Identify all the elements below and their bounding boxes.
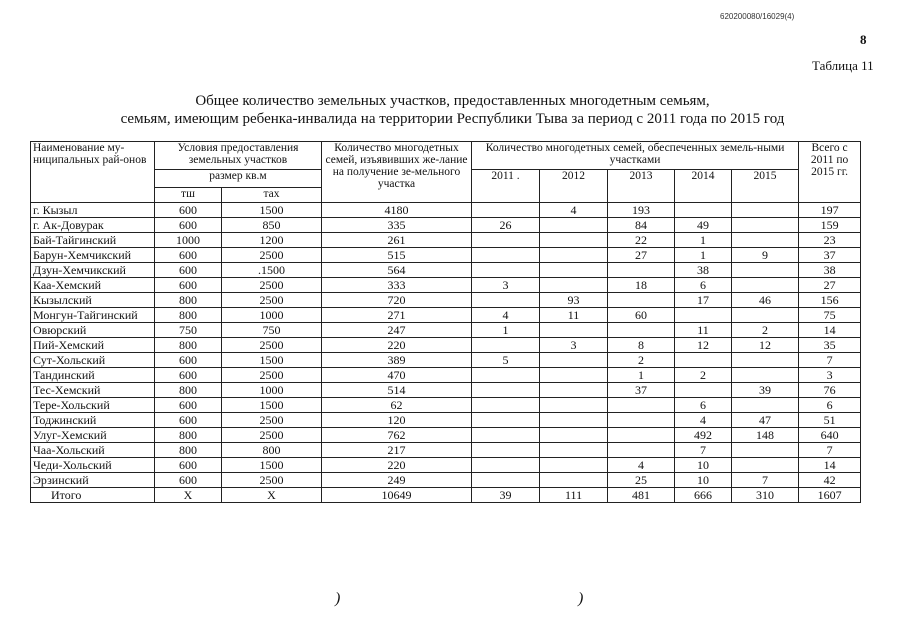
table-cell: 17 [675,293,732,308]
district-name-cell: г. Кызыл [31,203,155,218]
table-cell: 1500 [222,398,322,413]
district-name-cell: Каа-Хемский [31,278,155,293]
table-cell: 1500 [222,458,322,473]
table-cell [540,473,608,488]
district-name-cell: г. Ак-Довурак [31,218,155,233]
header-tah: тах [222,188,322,203]
table-cell [732,233,799,248]
district-name-cell: Тоджинский [31,413,155,428]
table-cell [608,323,675,338]
table-cell: 10 [675,458,732,473]
table-cell: 42 [799,473,861,488]
table-cell: 4180 [322,203,472,218]
table-row [31,323,861,338]
table-cell [732,353,799,368]
table-cell: 10649 [322,488,472,503]
table-cell: 600 [155,218,222,233]
district-name-cell: Барун-Хемчикский [31,248,155,263]
table-cell: 5 [472,353,540,368]
table-row [31,263,861,278]
table-cell [540,233,608,248]
table-cell: 1607 [799,488,861,503]
table-cell [540,458,608,473]
header-total: Всего с 2011 по 2015 гг. [799,142,861,203]
table-cell: 4 [540,203,608,218]
district-name-cell: Монгун-Тайгинский [31,308,155,323]
table-cell [732,308,799,323]
table-cell: 84 [608,218,675,233]
table-cell: 666 [675,488,732,503]
table-row [31,398,861,413]
table-cell: 8 [608,338,675,353]
table-row [31,353,861,368]
header-2013: 2013 [608,170,675,203]
table-cell: 1200 [222,233,322,248]
table-cell: 2500 [222,248,322,263]
table-cell: 720 [322,293,472,308]
table-cell: 197 [799,203,861,218]
table-cell: 800 [222,443,322,458]
table-cell [472,233,540,248]
table-cell [540,323,608,338]
table-cell [608,398,675,413]
scan-mark: ) [578,590,584,607]
table-cell [472,263,540,278]
table-cell: 1500 [222,353,322,368]
table-cell [540,218,608,233]
table-cell: 120 [322,413,472,428]
table-cell [540,428,608,443]
table-cell [472,413,540,428]
table-cell: 46 [732,293,799,308]
table-cell: 1 [472,323,540,338]
document-id: 620200080/16029(4) [720,12,795,21]
title-line-1: Общее количество земельных участков, предоставленных многодетным семьям, [195,93,710,109]
table-cell: 800 [155,293,222,308]
district-name-cell: Улуг-Хемский [31,428,155,443]
table-cell [540,413,608,428]
table-cell: 800 [155,338,222,353]
table-cell: 25 [608,473,675,488]
table-cell [540,248,608,263]
header-name: Наименование му-ниципальных рай-онов [31,142,155,203]
header-provided: Количество многодетных семей, обеспеченных земель-ными участками [472,142,799,170]
district-name-cell: Итого [31,488,155,503]
district-name-cell: Кызылский [31,293,155,308]
table-cell: 515 [322,248,472,263]
table-cell: 10 [675,473,732,488]
table-cell: 93 [540,293,608,308]
table-cell: 600 [155,203,222,218]
table-cell: 6 [675,398,732,413]
district-name-cell: Тере-Хольский [31,398,155,413]
table-cell: 2500 [222,428,322,443]
table-cell: 156 [799,293,861,308]
table-row [31,233,861,248]
table-cell: 2500 [222,278,322,293]
table-cell [540,263,608,278]
header-applied: Количество многодетных семей, изъявивших же-лание на получение зе-мельного участка [322,142,472,203]
table-cell: 2500 [222,368,322,383]
table-cell [472,428,540,443]
table-cell: X [155,488,222,503]
table-cell [540,383,608,398]
table-cell: 333 [322,278,472,293]
table-row [31,218,861,233]
table-cell: 271 [322,308,472,323]
table-cell: 800 [155,383,222,398]
table-cell: 60 [608,308,675,323]
table-cell: 18 [608,278,675,293]
table-cell: 14 [799,458,861,473]
table-cell: 27 [608,248,675,263]
table-cell: 492 [675,428,732,443]
table-cell [732,458,799,473]
table-cell: 9 [732,248,799,263]
table-cell: 481 [608,488,675,503]
header-2011: 2011 . [472,170,540,203]
table-cell: 6 [675,278,732,293]
table-cell: 7 [799,443,861,458]
table-cell [472,338,540,353]
header-conditions: Условия предоставления земельных участков [155,142,322,170]
table-cell: 26 [472,218,540,233]
table-cell: 2 [608,353,675,368]
district-name-cell: Сут-Хольский [31,353,155,368]
table-body [31,203,861,503]
district-name-cell: Тандинский [31,368,155,383]
table-cell: 2500 [222,338,322,353]
table-row [31,428,861,443]
table-cell: 11 [540,308,608,323]
district-name-cell: Эрзинский [31,473,155,488]
table-cell: 640 [799,428,861,443]
table-cell [540,353,608,368]
table-cell: 35 [799,338,861,353]
table-row [31,383,861,398]
table-cell: 600 [155,413,222,428]
table-cell [472,458,540,473]
table-cell [675,353,732,368]
title-line-2: семьям, имеющим ребенка-инвалида на территории Республики Тыва за период с 2011 года по 2015 год [120,111,785,127]
header-2014: 2014 [675,170,732,203]
table-cell [732,398,799,413]
table-cell: 600 [155,353,222,368]
table-cell [540,398,608,413]
table-cell [472,473,540,488]
table-row [31,248,861,263]
table-cell: 470 [322,368,472,383]
table-cell: 12 [675,338,732,353]
header-2012: 2012 [540,170,608,203]
table-cell: 2 [675,368,732,383]
table-cell [732,278,799,293]
table-cell: 3 [540,338,608,353]
table-cell: 3 [799,368,861,383]
table-cell [472,203,540,218]
table-cell: 2500 [222,293,322,308]
table-cell: 389 [322,353,472,368]
table-cell: 261 [322,233,472,248]
table-cell [732,218,799,233]
header-size: размер кв.м [155,170,322,188]
table-cell: 310 [732,488,799,503]
table-row [31,488,861,503]
table-cell: .1500 [222,263,322,278]
table-cell [472,443,540,458]
table-cell: 750 [222,323,322,338]
table-cell: 193 [608,203,675,218]
table-cell: 37 [799,248,861,263]
table-cell: X [222,488,322,503]
table-cell: 220 [322,458,472,473]
table-cell: 600 [155,278,222,293]
table-cell: 76 [799,383,861,398]
table-row [31,338,861,353]
table-cell [472,398,540,413]
table-cell: 49 [675,218,732,233]
table-cell: 600 [155,398,222,413]
table-cell: 11 [675,323,732,338]
table-cell [608,428,675,443]
district-name-cell: Пий-Хемский [31,338,155,353]
table-cell: 600 [155,248,222,263]
table-cell: 800 [155,308,222,323]
table-cell: 1 [675,248,732,263]
table-cell: 4 [675,413,732,428]
table-cell [608,413,675,428]
table-cell: 600 [155,458,222,473]
table-cell [540,368,608,383]
table-cell [732,203,799,218]
district-name-cell: Чеди-Хольский [31,458,155,473]
table-cell [540,278,608,293]
table-row [31,458,861,473]
table-cell: 4 [608,458,675,473]
table-cell [732,443,799,458]
table-cell [472,248,540,263]
table-title [0,92,905,128]
page-number: 8 [860,32,867,47]
table-cell: 335 [322,218,472,233]
table-cell: 37 [608,383,675,398]
table-cell: 762 [322,428,472,443]
table-cell [472,383,540,398]
table-cell [472,368,540,383]
land-plots-table [30,141,861,503]
table-cell: 247 [322,323,472,338]
table-cell [472,293,540,308]
district-name-cell: Тес-Хемский [31,383,155,398]
table-row [31,308,861,323]
table-cell: 7 [732,473,799,488]
table-cell: 27 [799,278,861,293]
table-cell: 14 [799,323,861,338]
table-cell: 600 [155,368,222,383]
table-cell: 600 [155,263,222,278]
table-row [31,443,861,458]
table-cell: 1000 [222,308,322,323]
table-cell: 750 [155,323,222,338]
table-cell [540,443,608,458]
table-cell: 2500 [222,413,322,428]
table-cell [608,293,675,308]
table-cell: 39 [732,383,799,398]
table-cell: 1 [608,368,675,383]
scan-mark: ) [335,590,341,607]
table-cell: 7 [675,443,732,458]
table-row [31,278,861,293]
table-cell: 220 [322,338,472,353]
header-2015: 2015 [732,170,799,203]
table-cell: 7 [799,353,861,368]
table-cell: 159 [799,218,861,233]
table-cell: 1 [675,233,732,248]
table-row [31,293,861,308]
table-cell: 111 [540,488,608,503]
table-cell: 1500 [222,203,322,218]
table-cell: 564 [322,263,472,278]
table-cell [675,203,732,218]
table-cell: 22 [608,233,675,248]
table-cell [608,263,675,278]
table-cell [732,368,799,383]
table-cell: 6 [799,398,861,413]
table-cell: 62 [322,398,472,413]
district-name-cell: Овюрский [31,323,155,338]
table-row [31,473,861,488]
table-cell: 38 [799,263,861,278]
table-cell: 600 [155,473,222,488]
table-cell: 51 [799,413,861,428]
table-label: Таблица 11 [812,58,874,73]
table-cell: 23 [799,233,861,248]
table-row [31,368,861,383]
table-cell: 217 [322,443,472,458]
table-cell: 12 [732,338,799,353]
header-tsh: тш [155,188,222,203]
table-cell: 2 [732,323,799,338]
table-cell: 38 [675,263,732,278]
table-cell: 800 [155,428,222,443]
table-cell: 1000 [222,383,322,398]
table-cell [732,263,799,278]
table-cell: 514 [322,383,472,398]
table-cell: 75 [799,308,861,323]
table-cell [675,308,732,323]
table-row [31,203,861,218]
table-cell [608,443,675,458]
table-cell: 2500 [222,473,322,488]
table-row [31,413,861,428]
table-cell: 800 [155,443,222,458]
table-cell: 1000 [155,233,222,248]
table-cell: 148 [732,428,799,443]
table-cell: 4 [472,308,540,323]
table-cell: 39 [472,488,540,503]
district-name-cell: Чаа-Хольский [31,443,155,458]
table-cell: 249 [322,473,472,488]
table-cell [675,383,732,398]
table-cell: 3 [472,278,540,293]
table-cell: 47 [732,413,799,428]
district-name-cell: Дзун-Хемчикский [31,263,155,278]
table-cell: 850 [222,218,322,233]
district-name-cell: Бай-Тайгинский [31,233,155,248]
